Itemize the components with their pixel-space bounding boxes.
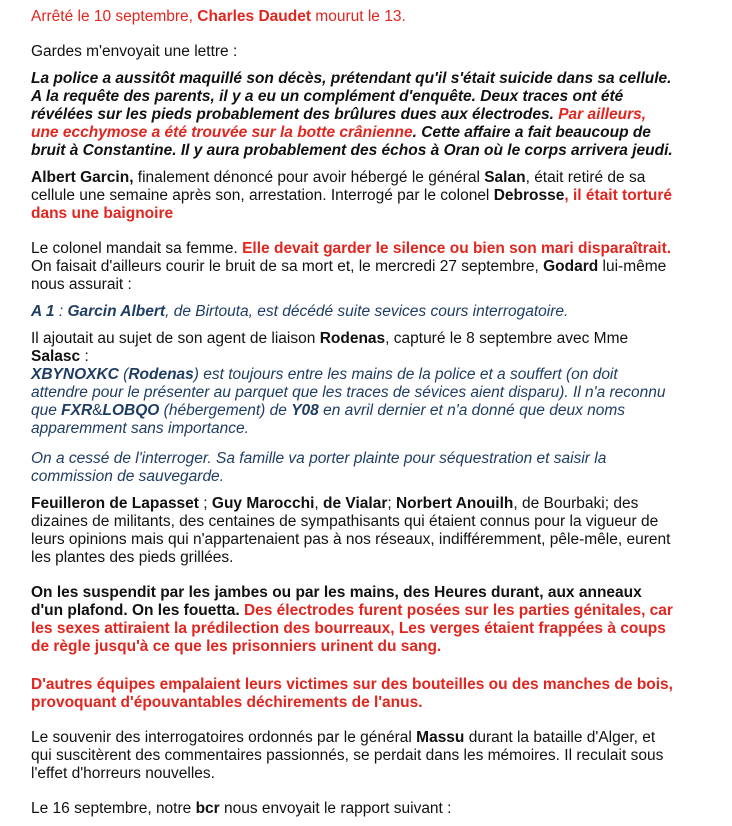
report-intro: Le 16 septembre, notre bcr nous envoyait le rapport suivant : [31, 800, 452, 817]
letter-intro: Gardes m'envoyait une lettre : [31, 43, 238, 60]
person-name: Charles Daudet [197, 8, 311, 25]
intro-line: Arrêté le 10 septembre, Charles Daudet mourut le 13. [31, 8, 406, 25]
dispatch-a1: A 1 : Garcin Albert, de Birtouta, est décédé suite sevices cours interrogatoire. [31, 303, 569, 320]
